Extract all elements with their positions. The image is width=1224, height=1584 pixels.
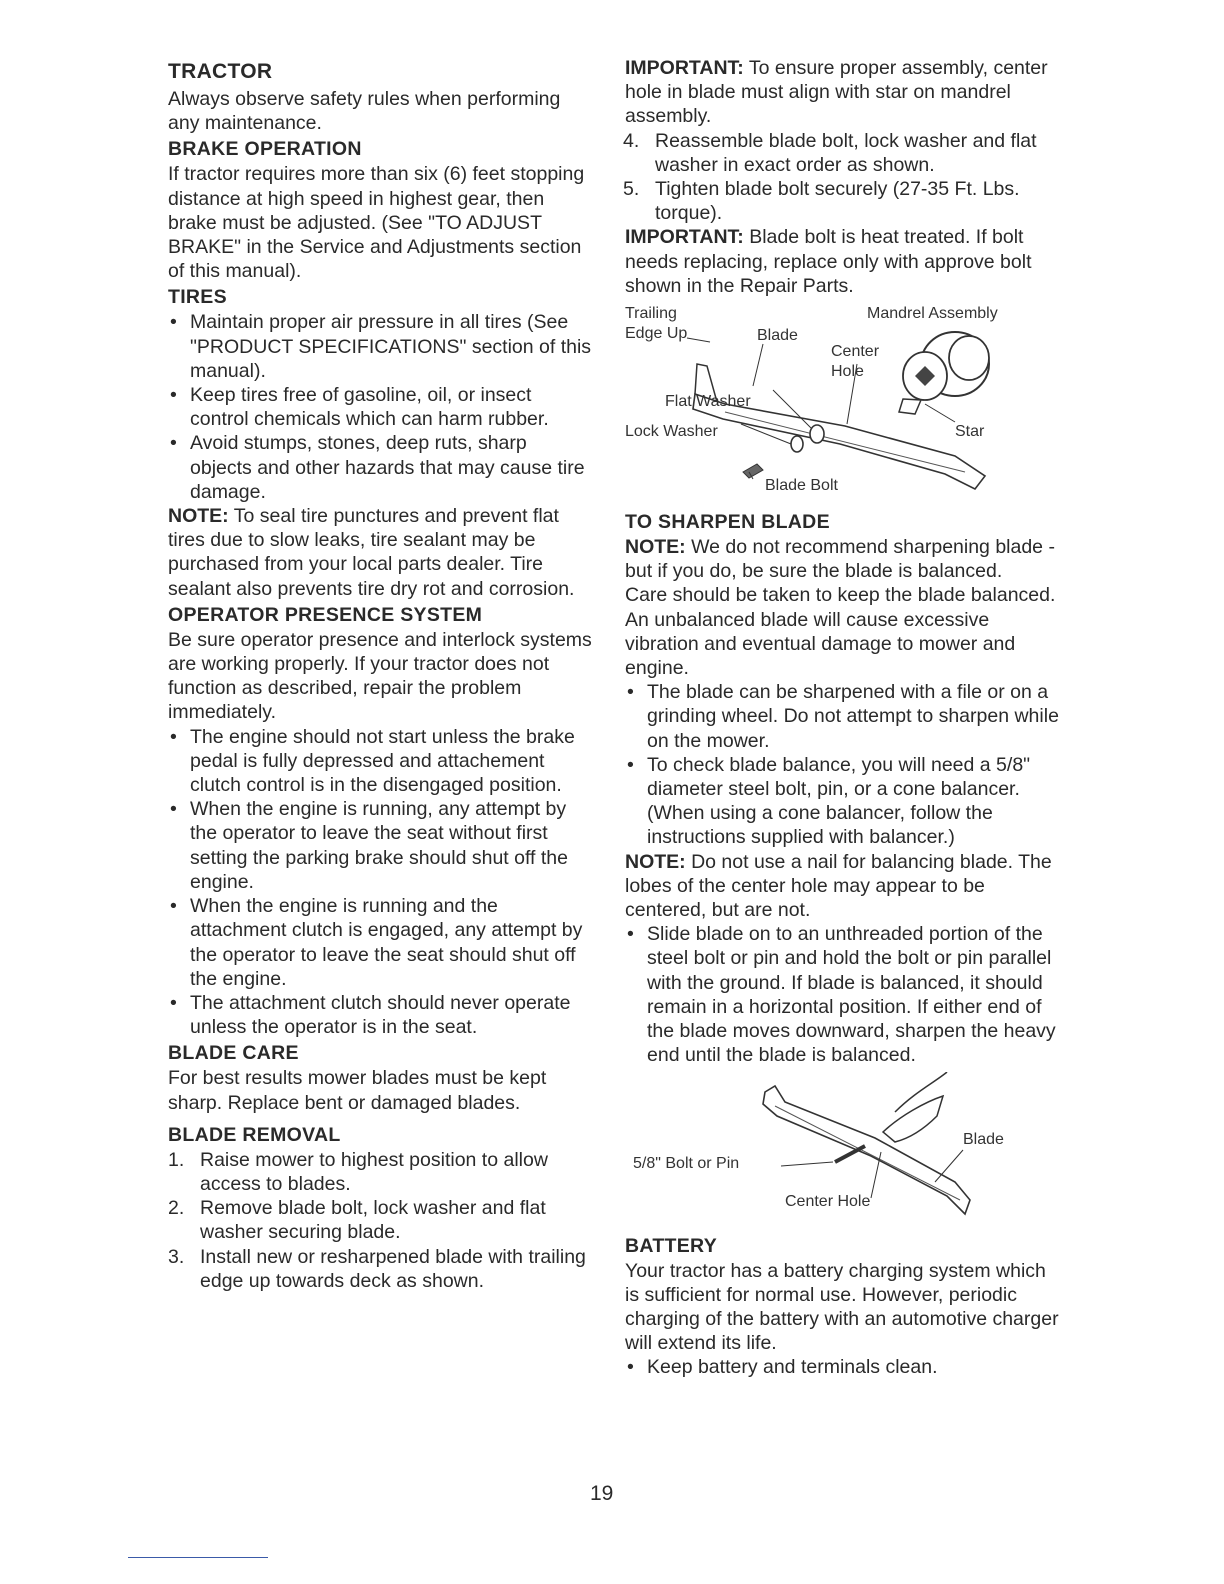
label-trailing: Trailing	[625, 305, 677, 323]
blade-assembly-diagram	[625, 304, 1065, 504]
important-bolt: IMPORTANT: Blade bolt is heat treated. If bolt needs replacing, replace only with approve bolt shown in the Repair Parts.	[625, 226, 1032, 297]
battery-text: Your tractor has a battery charging system which is sufficient for normal use. However, periodic charging of the battery with an automotive charger will extend its life.	[625, 1259, 1059, 1355]
list-item: • When the engine is running and the attachment clutch is engaged, any attempt by the operator to leave the seat should shut off the engine.	[170, 895, 583, 990]
label-blade: Blade	[963, 1130, 1004, 1148]
label-center: Center	[831, 343, 880, 361]
blade-ridge	[725, 412, 965, 472]
sharpen-note: NOTE: We do not recommend sharpening blade - but if you do, be sure the blade is balanced.	[625, 536, 1055, 583]
sharpen-list	[625, 680, 1065, 849]
care-text: Care should be taken to keep the blade balanced. An unbalanced blade will cause excessive vibration and eventual damage to mower and engine.	[625, 584, 1056, 680]
brake-heading: BRAKE OPERATION	[168, 138, 362, 161]
washers-and-bolt	[743, 425, 824, 478]
balance-diagram	[625, 1072, 1065, 1232]
tires-heading: TIRES	[168, 286, 227, 309]
label-flat-washer: Flat Washer	[665, 393, 751, 411]
bullet-icon: •	[170, 895, 177, 918]
label-hole: Hole	[831, 363, 864, 381]
label-lock-washer: Lock Washer	[625, 423, 718, 441]
list-item: • Avoid stumps, stones, deep ruts, sharp objects and other hazards that may cause tire damage.	[170, 432, 585, 503]
label-bolt-pin: 5/8" Bolt or Pin	[633, 1154, 740, 1172]
brake-text: If tractor requires more than six (6) feet stopping distance at high speed in highest gear, then brake must be adjusted. (See "TO ADJUST BRAKE" in the Service and Adjustments section of this manual).	[168, 163, 585, 283]
list-item: • Keep tires free of gasoline, oil, or insect control chemicals which can harm rubber.	[170, 384, 549, 431]
battery-list	[625, 1355, 1065, 1379]
bolt-pin	[835, 1146, 865, 1162]
ops-heading: OPERATOR PRESENCE SYSTEM	[168, 603, 483, 626]
label-mandrel: Mandrel Assembly	[867, 305, 998, 323]
list-item: • The engine should not start unless the brake pedal is fully depressed and attachement clutch control is in the disengaged position.	[170, 725, 575, 797]
list-item: • To check blade balance, you will need a 5/8" diameter steel bolt, pin, or a cone balancer. (When using a cone balancer, follow the instructions supplied with balancer.)	[627, 753, 1031, 849]
list-item: 5. Tighten blade bolt securely (27-35 Ft. Lbs. torque).	[623, 178, 1020, 225]
list-item: • Slide blade on to an unthreaded portion of the steel bolt or pin and hold the bolt or pin parallel with the ground. If blade is balanced, it should remain in a horizontal position. If either end of the blade moves downward, sharpen the heavy end until the blade is balanced.	[627, 923, 1056, 1067]
right-column	[625, 56, 1065, 1380]
mandrel-assembly	[899, 332, 989, 414]
bullet-icon: •	[170, 384, 177, 407]
list-item: • When the engine is running, any attempt by the operator to leave the seat without first setting the parking brake should shut off the engine.	[170, 798, 568, 893]
list-item: • Keep battery and terminals clean.	[627, 1356, 938, 1379]
tractor-text: Always observe safety rules when performing any maintenance.	[168, 88, 561, 135]
sharpen-heading: TO SHARPEN BLADE	[625, 511, 830, 534]
blade-removal-heading: BLADE REMOVAL	[168, 1123, 341, 1146]
left-column	[168, 56, 593, 1293]
battery-heading: BATTERY	[625, 1234, 718, 1257]
bullet-icon: •	[627, 753, 634, 776]
list-item: 3. Install new or resharpened blade with trailing edge up towards deck as shown.	[168, 1245, 586, 1292]
list-item: • Maintain proper air pressure in all tires (See "PRODUCT SPECIFICATIONS" section of this manual).	[170, 311, 592, 382]
list-item: 1. Raise mower to highest position to allow access to blades.	[168, 1148, 548, 1195]
tires-list	[168, 310, 593, 504]
page-number: 19	[590, 1482, 614, 1505]
footer-divider	[128, 1557, 268, 1558]
label-blade: Blade	[757, 327, 798, 345]
bullet-icon: •	[627, 923, 634, 946]
list-item: 4. Reassemble blade bolt, lock washer and flat washer in exact order as shown.	[623, 129, 1037, 176]
list-item: • The attachment clutch should never operate unless the operator is in the seat.	[170, 991, 571, 1039]
tractor-heading: TRACTOR	[168, 60, 273, 83]
label-star: Star	[955, 423, 985, 441]
reassembly-steps	[623, 129, 1065, 226]
bullet-icon: •	[627, 1356, 634, 1379]
label-edge-up: Edge Up	[625, 325, 688, 343]
bullet-icon: •	[170, 798, 177, 821]
important-assembly: IMPORTANT: To ensure proper assembly, center hole in blade must align with star on mandrel assembly.	[625, 57, 1048, 128]
label-blade-bolt: Blade Bolt	[765, 477, 838, 495]
balance-list	[625, 922, 1065, 1067]
list-item: 2. Remove blade bolt, lock washer and flat washer securing blade.	[168, 1197, 546, 1244]
nail-note: NOTE: Do not use a nail for balancing blade. The lobes of the center hole may appear to be centered, but are not.	[625, 850, 1052, 922]
bullet-icon: •	[170, 725, 177, 748]
bullet-icon: •	[170, 432, 177, 455]
bullet-icon: •	[170, 991, 177, 1014]
list-item: • The blade can be sharpened with a file or on a grinding wheel. Do not attempt to sharpen while on the mower.	[627, 681, 1059, 752]
bullet-icon: •	[627, 681, 634, 704]
ops-text: Be sure operator presence and interlock systems are working properly. If your tractor does not function as described, repair the problem immediately.	[168, 628, 592, 724]
label-center-hole: Center Hole	[785, 1192, 871, 1210]
bullet-icon: •	[170, 311, 177, 334]
hand-icon	[883, 1072, 947, 1142]
blade-care-heading: BLADE CARE	[168, 1042, 299, 1065]
tire-sealant-note: NOTE: To seal tire punctures and prevent flat tires due to slow leaks, tire sealant may be purchased from your local parts dealer. Tire sealant also prevents tire dry rot and corrosion.	[168, 505, 575, 600]
removal-list	[168, 1148, 593, 1293]
ops-list	[168, 725, 593, 1040]
blade-care-text: For best results mower blades must be kept sharp. Replace bent or damaged blades.	[168, 1067, 547, 1114]
